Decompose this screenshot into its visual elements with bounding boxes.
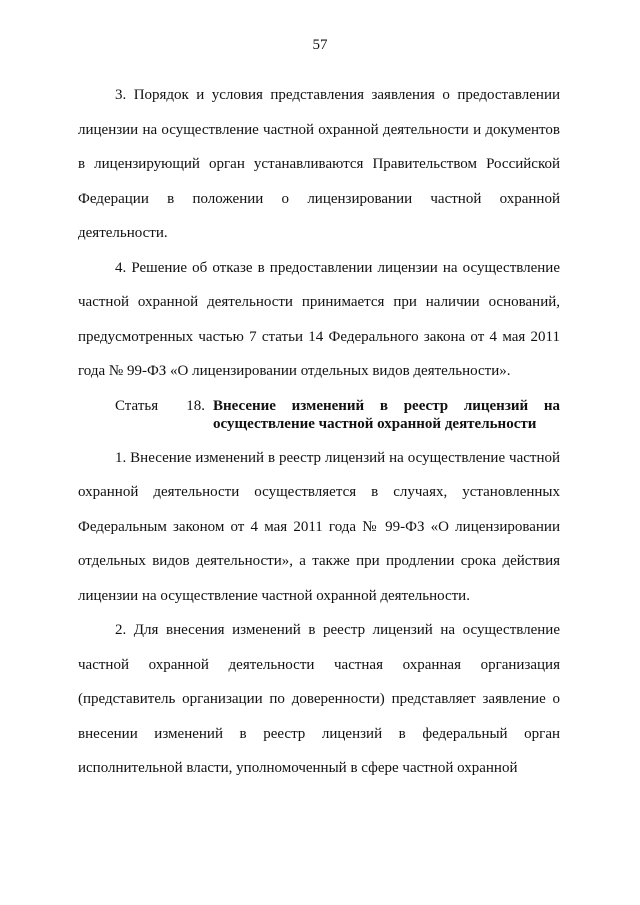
page-number: 57: [312, 37, 328, 53]
article-18-paragraph-1: 1. Внесение изменений в реестр лицензий на осуществление частной охранной деятельности осуществляется в случаях, установленных Федеральным законом от 4 мая 2011 года № 99-ФЗ «О лицензировании отдельных видов деятельности», а также при продлении срока действия лицензии на осуществление частной охранной деятельности.: [78, 449, 560, 604]
paragraph-4: 4. Решение об отказе в предоставлении лицензии на осуществление частной охранной деятельности принимается при наличии оснований, предусмотренных частью 7 статьи 14 Федерального закона от 4 мая 2011 года № 99-ФЗ «О лицензировании отдельных видов деятельности».: [78, 259, 560, 379]
document-body: [78, 78, 560, 786]
article-18-paragraph-2: 2. Для внесения изменений в реестр лицензий на осуществление частной охранной деятельности частная охранная организация (представитель организации по доверенности) представляет заявление о внесении изменений в реестр лицензий в федеральный орган исполнительной власти, уполномоченный в сфере частной охранной: [78, 622, 560, 776]
article-label-word: Статья: [115, 397, 159, 414]
article-label: [78, 397, 205, 433]
article-heading: [78, 389, 560, 441]
paragraph-3: 3. Порядок и условия представления заявления о предоставлении лицензии на осуществление частной охранной деятельности и документов в лицензирующий орган устанавливаются Правительством Российской Федерации в положении о лицензировании частной охранной деятельности.: [78, 87, 560, 241]
article-label-number: 18.: [186, 397, 205, 414]
article-title: Внесение изменений в реестр лицензий на осуществление частной охранной деятельности: [213, 397, 560, 432]
